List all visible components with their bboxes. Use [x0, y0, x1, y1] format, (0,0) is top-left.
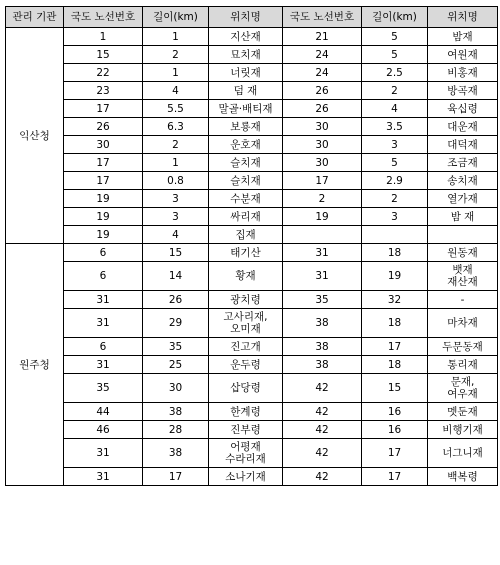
location-name-cell: 집재	[209, 226, 283, 244]
length-cell: 17	[362, 338, 428, 356]
length-cell: 16	[362, 403, 428, 421]
location-name-cell: 뱃재 재산재	[428, 262, 498, 291]
table-body	[6, 28, 498, 486]
length-cell: 3	[362, 136, 428, 154]
location-name-cell: 운호재	[209, 136, 283, 154]
length-cell: 5	[362, 154, 428, 172]
location-name-cell: 멧둔재	[428, 403, 498, 421]
route-number-cell: 35	[283, 291, 362, 309]
length-cell: 2	[362, 190, 428, 208]
route-number-cell: 31	[283, 244, 362, 262]
location-name-cell: 지산재	[209, 28, 283, 46]
table-row	[6, 226, 498, 244]
length-cell: 3	[143, 208, 209, 226]
location-name-cell: 광치령	[209, 291, 283, 309]
length-cell: 0.8	[143, 172, 209, 190]
table-row	[6, 64, 498, 82]
table-row	[6, 154, 498, 172]
location-name-cell: 원동재	[428, 244, 498, 262]
table-row	[6, 136, 498, 154]
location-name-cell: 한계령	[209, 403, 283, 421]
location-name-cell: 고사리재, 오미재	[209, 309, 283, 338]
route-number-cell: 31	[64, 309, 143, 338]
table-row	[6, 468, 498, 486]
table-row	[6, 118, 498, 136]
location-name-cell: 열가재	[428, 190, 498, 208]
location-name-cell: 조금재	[428, 154, 498, 172]
table-row	[6, 82, 498, 100]
location-name-cell: 어평재 수라리재	[209, 439, 283, 468]
length-cell: 25	[143, 356, 209, 374]
route-number-cell: 22	[64, 64, 143, 82]
location-name-cell: 대운재	[428, 118, 498, 136]
location-name-cell: 문재, 여우재	[428, 374, 498, 403]
length-cell: 2	[143, 136, 209, 154]
table-row	[6, 46, 498, 64]
length-cell: 5	[362, 28, 428, 46]
location-name-cell: 수분재	[209, 190, 283, 208]
route-number-cell: 31	[64, 291, 143, 309]
length-cell: 2.9	[362, 172, 428, 190]
location-name-cell: 마차재	[428, 309, 498, 338]
mountain-pass-table	[5, 6, 498, 486]
route-number-cell: 30	[64, 136, 143, 154]
header-length: 길이(km)	[143, 7, 209, 28]
location-name-cell: 밤 재	[428, 208, 498, 226]
route-number-cell: 19	[64, 208, 143, 226]
route-number-cell: 42	[283, 439, 362, 468]
pass-table-wrapper	[5, 6, 498, 486]
table-row	[6, 309, 498, 338]
route-number-cell: 19	[64, 190, 143, 208]
route-number-cell: 31	[64, 439, 143, 468]
location-name-cell	[428, 226, 498, 244]
route-number-cell: 46	[64, 421, 143, 439]
route-number-cell: 26	[283, 82, 362, 100]
location-name-cell: 삽당령	[209, 374, 283, 403]
length-cell: 18	[362, 356, 428, 374]
route-number-cell: 6	[64, 338, 143, 356]
length-cell: 6.3	[143, 118, 209, 136]
location-name-cell: 여원재	[428, 46, 498, 64]
location-name-cell: 황재	[209, 262, 283, 291]
length-cell: 2	[143, 46, 209, 64]
location-name-cell: 백복령	[428, 468, 498, 486]
length-cell: 2	[362, 82, 428, 100]
route-number-cell: 23	[64, 82, 143, 100]
route-number-cell: 24	[283, 46, 362, 64]
route-number-cell: 21	[283, 28, 362, 46]
length-cell: 29	[143, 309, 209, 338]
location-name-cell: 밤재	[428, 28, 498, 46]
length-cell: 17	[143, 468, 209, 486]
location-name-cell: 두문동재	[428, 338, 498, 356]
route-number-cell: 6	[64, 262, 143, 291]
length-cell: 38	[143, 403, 209, 421]
location-name-cell: 육십령	[428, 100, 498, 118]
location-name-cell: 운두령	[209, 356, 283, 374]
location-name-cell: 대덕재	[428, 136, 498, 154]
length-cell: 14	[143, 262, 209, 291]
table-row	[6, 291, 498, 309]
table-row	[6, 403, 498, 421]
location-name-cell: 묘치재	[209, 46, 283, 64]
location-name-cell: 태기산	[209, 244, 283, 262]
route-number-cell: 19	[64, 226, 143, 244]
location-name-cell: 진부령	[209, 421, 283, 439]
route-number-cell: 6	[64, 244, 143, 262]
route-number-cell: 19	[283, 208, 362, 226]
location-name-cell: 비홍재	[428, 64, 498, 82]
table-row	[6, 439, 498, 468]
length-cell: 18	[362, 309, 428, 338]
location-name-cell: 소나기재	[209, 468, 283, 486]
route-number-cell: 38	[283, 309, 362, 338]
route-number-cell: 42	[283, 374, 362, 403]
length-cell: 4	[362, 100, 428, 118]
table-row	[6, 100, 498, 118]
route-number-cell: 38	[283, 338, 362, 356]
table-row	[6, 338, 498, 356]
location-name-cell: 덤 재	[209, 82, 283, 100]
length-cell: 15	[362, 374, 428, 403]
table-row	[6, 28, 498, 46]
header-route-number: 국도 노선번호	[64, 7, 143, 28]
length-cell: 3.5	[362, 118, 428, 136]
length-cell: 38	[143, 439, 209, 468]
location-name-cell: 너릿재	[209, 64, 283, 82]
route-number-cell: 2	[283, 190, 362, 208]
route-number-cell: 44	[64, 403, 143, 421]
agency-cell: 원주청	[6, 244, 64, 486]
route-number-cell: 38	[283, 356, 362, 374]
route-number-cell: 31	[283, 262, 362, 291]
route-number-cell: 31	[64, 468, 143, 486]
header-length-2: 길이(km)	[362, 7, 428, 28]
length-cell: 5	[362, 46, 428, 64]
route-number-cell: 17	[64, 154, 143, 172]
length-cell: 16	[362, 421, 428, 439]
table-row	[6, 421, 498, 439]
length-cell: 30	[143, 374, 209, 403]
route-number-cell: 42	[283, 403, 362, 421]
location-name-cell: 비행기재	[428, 421, 498, 439]
route-number-cell: 35	[64, 374, 143, 403]
route-number-cell: 30	[283, 154, 362, 172]
table-row	[6, 262, 498, 291]
length-cell: 26	[143, 291, 209, 309]
table-row	[6, 190, 498, 208]
route-number-cell	[283, 226, 362, 244]
header-location-2: 위치명	[428, 7, 498, 28]
location-name-cell: -	[428, 291, 498, 309]
table-row	[6, 172, 498, 190]
length-cell: 28	[143, 421, 209, 439]
length-cell: 35	[143, 338, 209, 356]
header-row	[6, 7, 498, 28]
route-number-cell: 1	[64, 28, 143, 46]
table-row	[6, 208, 498, 226]
length-cell: 32	[362, 291, 428, 309]
route-number-cell: 17	[64, 172, 143, 190]
length-cell: 1	[143, 64, 209, 82]
length-cell: 4	[143, 226, 209, 244]
table-row	[6, 244, 498, 262]
length-cell: 3	[362, 208, 428, 226]
location-name-cell: 말골·배티재	[209, 100, 283, 118]
location-name-cell: 너그니재	[428, 439, 498, 468]
length-cell: 1	[143, 154, 209, 172]
length-cell: 1	[143, 28, 209, 46]
agency-cell: 익산청	[6, 28, 64, 244]
header-route-number-2: 국도 노선번호	[283, 7, 362, 28]
length-cell: 4	[143, 82, 209, 100]
route-number-cell: 15	[64, 46, 143, 64]
route-number-cell: 42	[283, 468, 362, 486]
route-number-cell: 30	[283, 118, 362, 136]
route-number-cell: 24	[283, 64, 362, 82]
length-cell: 15	[143, 244, 209, 262]
length-cell: 3	[143, 190, 209, 208]
location-name-cell: 통리재	[428, 356, 498, 374]
location-name-cell: 진고개	[209, 338, 283, 356]
location-name-cell: 송치재	[428, 172, 498, 190]
length-cell: 19	[362, 262, 428, 291]
length-cell	[362, 226, 428, 244]
length-cell: 18	[362, 244, 428, 262]
length-cell: 17	[362, 468, 428, 486]
length-cell: 17	[362, 439, 428, 468]
route-number-cell: 26	[283, 100, 362, 118]
route-number-cell: 26	[64, 118, 143, 136]
header-location: 위치명	[209, 7, 283, 28]
length-cell: 2.5	[362, 64, 428, 82]
location-name-cell: 슬치재	[209, 172, 283, 190]
location-name-cell: 보룡재	[209, 118, 283, 136]
route-number-cell: 17	[283, 172, 362, 190]
route-number-cell: 17	[64, 100, 143, 118]
header-agency: 관리 기관	[6, 7, 64, 28]
route-number-cell: 30	[283, 136, 362, 154]
route-number-cell: 42	[283, 421, 362, 439]
route-number-cell: 31	[64, 356, 143, 374]
location-name-cell: 싸리재	[209, 208, 283, 226]
location-name-cell: 슬치재	[209, 154, 283, 172]
table-row	[6, 356, 498, 374]
table-row	[6, 374, 498, 403]
length-cell: 5.5	[143, 100, 209, 118]
location-name-cell: 방곡재	[428, 82, 498, 100]
